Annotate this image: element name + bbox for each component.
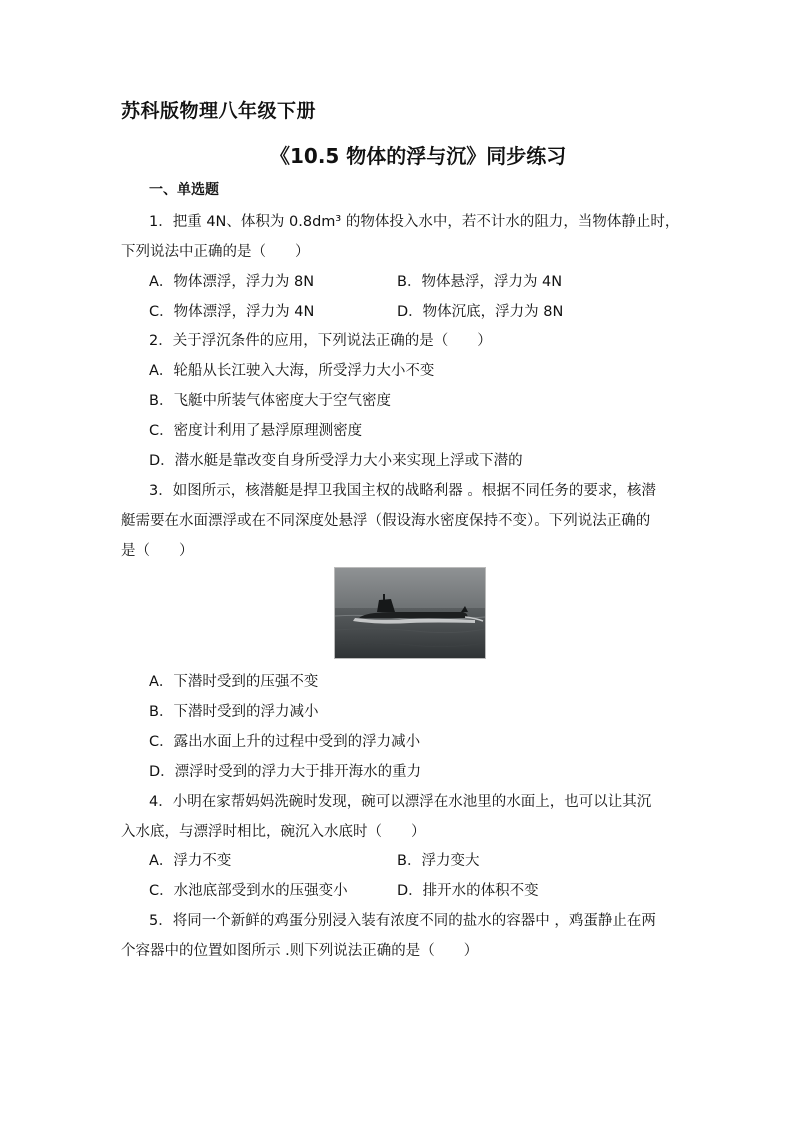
question-4-stem-line-2: 入水底，与漂浮时相比，碗沉入水底时（ ） [121, 824, 426, 840]
series-heading: 苏科版物理八年级下册 [121, 100, 317, 122]
question-3-option-d: D．漂浮时受到的浮力大于排开海水的重力 [149, 764, 422, 780]
question-2-option-c: C．密度计利用了悬浮原理测密度 [149, 423, 363, 439]
question-3-stem-line-2: 艇需要在水面漂浮或在不同深度处悬浮（假设海水密度保持不变）。下列说法正确的 [121, 513, 651, 529]
question-2-option-b: B．飞艇中所装气体密度大于空气密度 [149, 393, 391, 409]
question-2-option-a: A．轮船从长江驶入大海，所受浮力大小不变 [149, 363, 435, 379]
submarine-photo [334, 567, 486, 659]
question-3-stem-line-3: 是（ ） [121, 543, 194, 559]
question-2-stem: 2．关于浮沉条件的应用，下列说法正确的是（ ） [149, 333, 492, 349]
question-2-option-d: D．潜水艇是靠改变自身所受浮力大小来实现上浮或下潜的 [149, 453, 523, 469]
question-3-option-c: C．露出水面上升的过程中受到的浮力减小 [149, 734, 421, 750]
question-3-stem-line-1: 3．如图所示，核潜艇是捍卫我国主权的战略利器 。根据不同任务的要求，核潜 [149, 483, 656, 499]
question-5-stem-line-1: 5．将同一个新鲜的鸡蛋分别浸入装有浓度不同的盐水的容器中 ，鸡蛋静止在两 [149, 913, 656, 929]
question-1-option-b: B．物体悬浮，浮力为 4N [397, 274, 563, 290]
question-1-option-c: C．物体漂浮，浮力为 4N [149, 304, 315, 320]
question-5-stem-line-2: 个容器中的位置如图所示 .则下列说法正确的是（ ） [121, 943, 479, 959]
question-1-option-a: A．物体漂浮，浮力为 8N [149, 274, 315, 290]
question-3-option-a: A．下潜时受到的压强不变 [149, 674, 319, 690]
question-4-option-b: B．浮力变大 [397, 853, 480, 869]
section-heading: 一、单选题 [149, 182, 219, 198]
question-4-stem-line-1: 4．小明在家帮妈妈洗碗时发现，碗可以漂浮在水池里的水面上，也可以让其沉 [149, 794, 652, 810]
question-3-option-b: B．下潜时受到的浮力减小 [149, 704, 319, 720]
question-4-option-d: D．排开水的体积不变 [397, 883, 539, 899]
question-1-stem-line-1: 1．把重 4N、体积为 0.8dm³ 的物体投入水中，若不计水的阻力，当物体静止时， [149, 214, 680, 230]
page-title: 《10.5 物体的浮与沉》同步练习 [270, 144, 567, 168]
question-1-option-d: D．物体沉底，浮力为 8N [397, 304, 564, 320]
question-1-stem-line-2: 下列说法中正确的是（ ） [121, 244, 310, 260]
question-4-option-a: A．浮力不变 [149, 853, 232, 869]
question-4-option-c: C．水池底部受到水的压强变小 [149, 883, 348, 899]
